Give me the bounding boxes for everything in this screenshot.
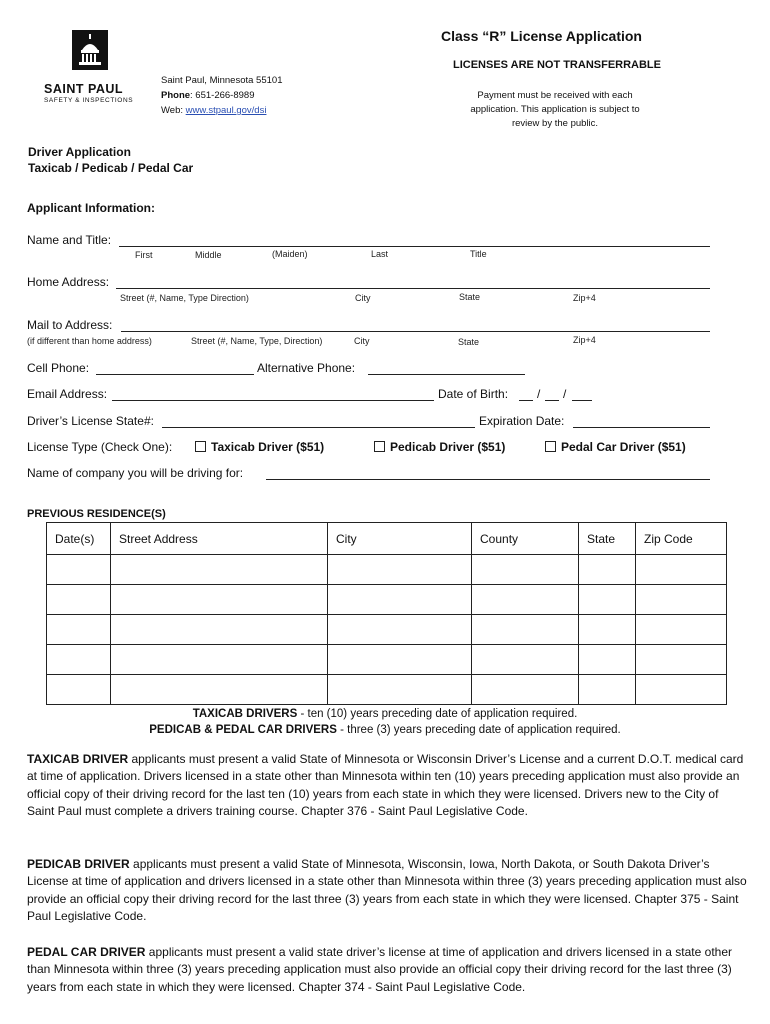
- notice-line: review by the public.: [511, 118, 599, 129]
- residence-county-input[interactable]: [472, 615, 578, 644]
- doc-heading: Driver Application: [28, 145, 131, 159]
- residence-city-input[interactable]: [328, 555, 471, 584]
- residence-street-input[interactable]: [111, 555, 327, 584]
- col-header-state: State: [579, 523, 636, 555]
- mail-diff-caption: (if different than home address): [27, 336, 152, 346]
- residence-state-input[interactable]: [579, 585, 635, 614]
- cell-dates[interactable]: [47, 615, 111, 645]
- cell-dates[interactable]: [47, 675, 111, 705]
- expiration-field[interactable]: [573, 414, 710, 428]
- residence-zip-input[interactable]: [636, 645, 726, 674]
- name-title-label: Name and Title:: [27, 233, 112, 247]
- cell-zip[interactable]: [636, 585, 727, 615]
- form-title: Class “R” License Application: [441, 28, 642, 44]
- cell-street[interactable]: [111, 675, 328, 705]
- cell-street[interactable]: [111, 615, 328, 645]
- residences-title: PREVIOUS RESIDENCE(S): [27, 508, 166, 520]
- cell-city[interactable]: [328, 675, 472, 705]
- cell-county[interactable]: [472, 585, 579, 615]
- cell-city[interactable]: [328, 615, 472, 645]
- cell-phone-field[interactable]: [96, 361, 254, 375]
- mail-street-caption: Street (#, Name, Type, Direction): [191, 336, 323, 346]
- dob-label: Date of Birth:: [438, 387, 509, 401]
- taxicab-checkbox[interactable]: [195, 441, 206, 452]
- table-row: [47, 645, 727, 675]
- cell-county[interactable]: [472, 675, 579, 705]
- logo-name: SAINT PAUL: [44, 82, 124, 96]
- not-transferable-notice: LICENSES ARE NOT TRANSFERRABLE: [453, 59, 661, 71]
- paragraph-lead: PEDICAB DRIVER: [27, 857, 130, 871]
- residence-city-input[interactable]: [328, 675, 471, 704]
- paragraph-text: applicants must present a valid state driver’s license at time of application and drivers licensed in a state other than Minnesota within three (3) years preceding application must also provide an official copy their driving record for the last three (3) years from each state in which they were licensed. Chapter 374 - Saint Paul Legislative Code.: [27, 945, 732, 994]
- web-label: Web:: [161, 105, 184, 116]
- residence-dates-input[interactable]: [47, 555, 110, 584]
- residence-dates-input[interactable]: [47, 645, 110, 674]
- cell-state[interactable]: [579, 675, 636, 705]
- saint-paul-logo: [40, 30, 140, 106]
- taxicab-requirement-label: TAXICAB DRIVERS: [192, 708, 298, 720]
- residence-street-input[interactable]: [111, 675, 327, 704]
- contact-web: [161, 105, 266, 116]
- residence-street-input[interactable]: [111, 585, 327, 614]
- mail-city-caption: City: [354, 336, 370, 346]
- dob-day-field[interactable]: [545, 387, 559, 401]
- residence-street-input[interactable]: [111, 645, 327, 674]
- email-label: Email Address:: [27, 387, 108, 401]
- name-first-caption: First: [135, 250, 153, 260]
- residences-table: [46, 522, 727, 705]
- residence-county-input[interactable]: [472, 555, 578, 584]
- pedicab-requirement-label: PEDICAB & PEDAL CAR DRIVERS: [149, 724, 337, 736]
- pedicab-checkbox[interactable]: [374, 441, 385, 452]
- phone-value: : 651-266-8989: [190, 90, 255, 101]
- residence-zip-input[interactable]: [636, 555, 726, 584]
- dob-year-field[interactable]: [572, 387, 592, 401]
- name-title-field[interactable]: [119, 233, 710, 247]
- cell-street[interactable]: [111, 645, 328, 675]
- cell-city[interactable]: [328, 585, 472, 615]
- residence-city-input[interactable]: [328, 585, 471, 614]
- name-maiden-caption: (Maiden): [272, 249, 308, 259]
- dob-separator: /: [537, 387, 541, 401]
- paragraph-lead: PEDAL CAR DRIVER: [27, 945, 146, 959]
- home-address-label: Home Address:: [27, 275, 110, 289]
- pedicab-option[interactable]: [374, 440, 505, 454]
- taxicab-driver-paragraph: [27, 751, 749, 820]
- paragraph-text: applicants must present a valid State of Minnesota, Wisconsin, Iowa, North Dakota, or South Dakota Driver’s License at time of application and drivers licensed in a state other than Minnesota within three (3) years preceding application must also provide an official copy their driving record for the last three (3) years from each state in which they were licensed. Chapter 375 - Saint Paul Legislative Code.: [27, 857, 747, 923]
- capitol-icon: [72, 30, 108, 70]
- dob-month-field[interactable]: [519, 387, 533, 401]
- pedal-car-driver-paragraph: [27, 944, 749, 996]
- residence-zip-input[interactable]: [636, 615, 726, 644]
- alt-phone-field[interactable]: [368, 361, 525, 375]
- paragraph-text: applicants must present a valid State of Minnesota or Wisconsin Driver’s License and a current D.O.T. medical card at time of application. Drivers licensed in a state other than Minnesota within ten (10) years preceding application must also provide an official copy of their driving record for the last ten (10) years from each state in which they were licensed. Drivers new to the City of Saint Paul must complete a drivers training course. Chapter 376 - Saint Paul Legislative Code.: [27, 752, 744, 818]
- alt-phone-label: Alternative Phone:: [257, 361, 356, 375]
- residence-county-input[interactable]: [472, 585, 578, 614]
- residences-header-row: [47, 523, 727, 555]
- home-city-caption: City: [355, 293, 371, 303]
- mail-state-caption: State: [458, 337, 480, 347]
- cell-city[interactable]: [328, 555, 472, 585]
- pedicab-driver-paragraph: [27, 856, 749, 925]
- residence-city-input[interactable]: [328, 645, 471, 674]
- pedal-car-checkbox[interactable]: [545, 441, 556, 452]
- cell-zip[interactable]: [636, 675, 727, 705]
- payment-notice: [440, 89, 670, 131]
- mail-address-label: Mail to Address:: [27, 318, 113, 332]
- logo-tagline: SAFETY & INSPECTIONS: [44, 97, 134, 104]
- license-type-label: License Type (Check One):: [27, 440, 173, 454]
- cell-county[interactable]: [472, 615, 579, 645]
- dl-state-label: Driver’s License State#:: [27, 414, 154, 428]
- pedicab-option-label: Pedicab Driver ($51): [390, 440, 506, 454]
- table-row: [47, 675, 727, 705]
- residence-dates-input[interactable]: [47, 585, 110, 614]
- company-field[interactable]: [266, 466, 710, 480]
- name-last-caption: Last: [371, 249, 389, 259]
- residence-state-input[interactable]: [579, 645, 635, 674]
- residence-city-input[interactable]: [328, 615, 471, 644]
- cell-state[interactable]: [579, 585, 636, 615]
- phone-label: Phone: [161, 90, 191, 101]
- pedicab-requirement-text: - three (3) years preceding date of application required.: [336, 724, 621, 736]
- col-header-dates: Date(s): [47, 523, 111, 555]
- residence-county-input[interactable]: [472, 675, 578, 704]
- cell-zip[interactable]: [636, 645, 727, 675]
- contact-phone: [161, 90, 254, 101]
- web-link[interactable]: www.stpaul.gov/dsi: [185, 105, 267, 116]
- residence-street-input[interactable]: [111, 615, 327, 644]
- col-header-county: County: [472, 523, 579, 555]
- name-title-caption: Title: [470, 249, 487, 259]
- residence-state-input[interactable]: [579, 675, 635, 704]
- residence-dates-input[interactable]: [47, 615, 110, 644]
- table-row: [47, 555, 727, 585]
- cell-zip[interactable]: [636, 555, 727, 585]
- cell-state[interactable]: [579, 555, 636, 585]
- taxicab-option-label: Taxicab Driver ($51): [211, 440, 325, 454]
- col-header-street: Street Address: [111, 523, 328, 555]
- home-street-caption: Street (#, Name, Type Direction): [120, 293, 249, 303]
- cell-dates[interactable]: [47, 585, 111, 615]
- dob-separator: /: [563, 387, 567, 401]
- mail-zip-caption: Zip+4: [573, 335, 596, 345]
- expiration-label: Expiration Date:: [479, 414, 565, 428]
- applicant-section-title: Applicant Information:: [27, 201, 155, 215]
- home-zip-caption: Zip+4: [573, 293, 596, 303]
- cell-state[interactable]: [579, 615, 636, 645]
- name-middle-caption: Middle: [195, 250, 222, 260]
- taxicab-requirement: [0, 708, 770, 720]
- taxicab-option[interactable]: [195, 440, 324, 454]
- doc-subheading: Taxicab / Pedicab / Pedal Car: [28, 161, 194, 175]
- taxicab-requirement-text: - ten (10) years preceding date of application required.: [297, 708, 578, 720]
- dl-state-field[interactable]: [162, 414, 475, 428]
- home-state-caption: State: [459, 292, 481, 302]
- pedicab-requirement: [0, 724, 770, 736]
- paragraph-lead: TAXICAB DRIVER: [27, 752, 129, 766]
- cell-county[interactable]: [472, 555, 579, 585]
- home-address-field[interactable]: [116, 275, 710, 289]
- residence-zip-input[interactable]: [636, 585, 726, 614]
- cell-county[interactable]: [472, 645, 579, 675]
- table-row: [47, 585, 727, 615]
- cell-dates[interactable]: [47, 555, 111, 585]
- cell-zip[interactable]: [636, 615, 727, 645]
- notice-line: Payment must be received with each: [477, 90, 633, 101]
- contact-address: Saint Paul, Minnesota 55101: [161, 75, 283, 86]
- residence-dates-input[interactable]: [47, 675, 110, 704]
- cell-phone-label: Cell Phone:: [27, 361, 90, 375]
- cell-street[interactable]: [111, 585, 328, 615]
- cell-city[interactable]: [328, 645, 472, 675]
- company-label: Name of company you will be driving for:: [27, 466, 244, 480]
- residence-zip-input[interactable]: [636, 675, 726, 704]
- residence-state-input[interactable]: [579, 615, 635, 644]
- pedal-car-option-label: Pedal Car Driver ($51): [561, 440, 686, 454]
- notice-line: application. This application is subject to: [470, 104, 640, 115]
- email-field[interactable]: [112, 387, 434, 401]
- residence-state-input[interactable]: [579, 555, 635, 584]
- cell-dates[interactable]: [47, 645, 111, 675]
- residence-county-input[interactable]: [472, 645, 578, 674]
- col-header-zip: Zip Code: [636, 523, 727, 555]
- col-header-city: City: [328, 523, 472, 555]
- mail-address-field[interactable]: [121, 318, 710, 332]
- cell-street[interactable]: [111, 555, 328, 585]
- table-row: [47, 615, 727, 645]
- cell-state[interactable]: [579, 645, 636, 675]
- pedal-car-option[interactable]: [545, 440, 686, 454]
